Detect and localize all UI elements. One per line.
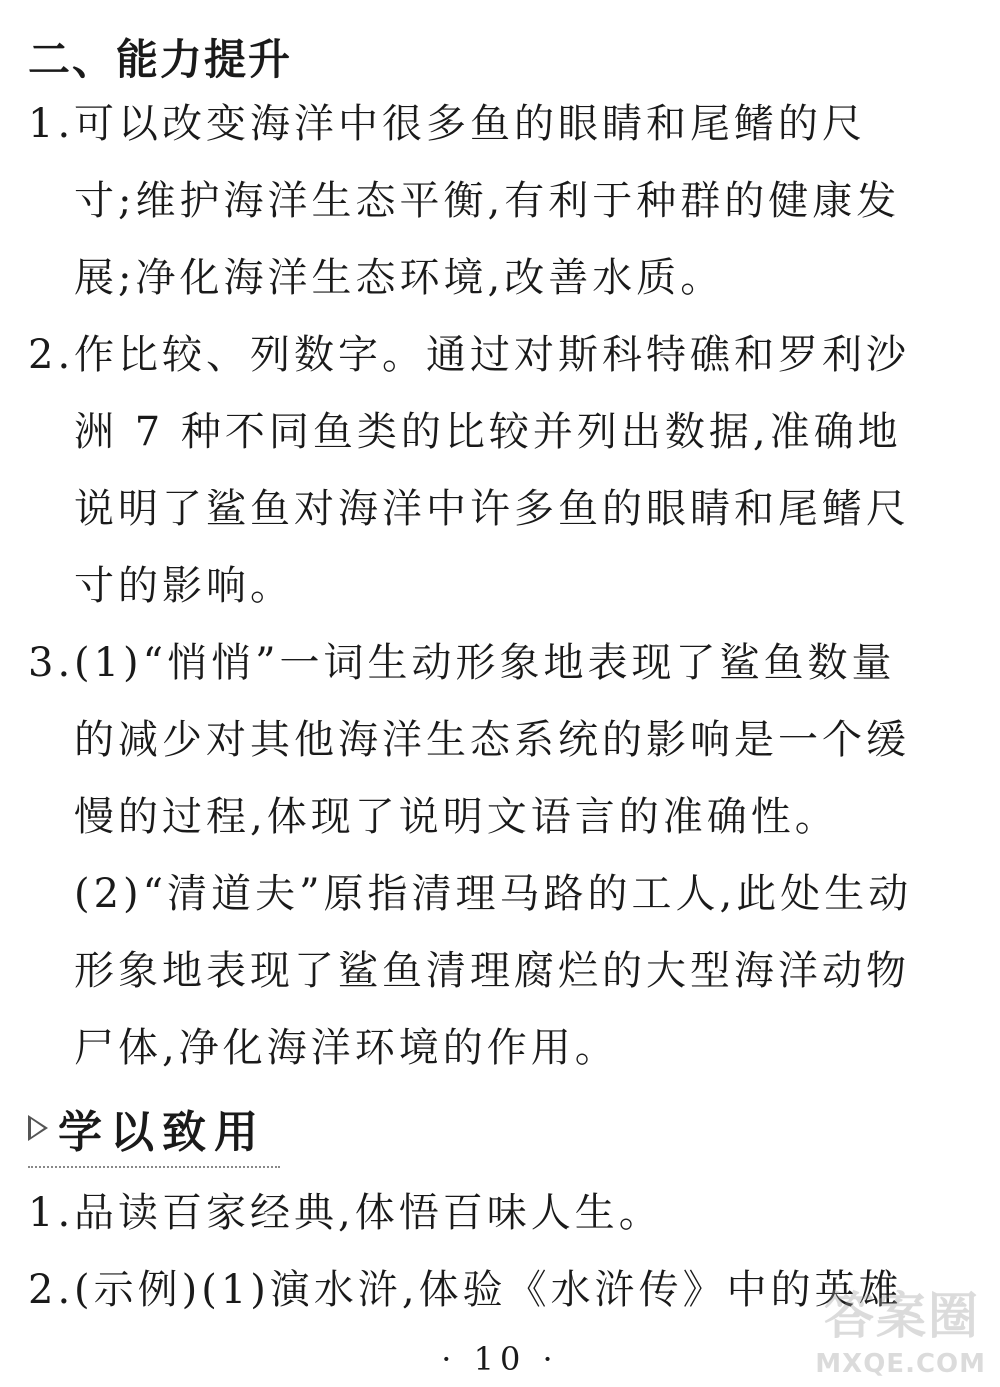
section-title: 二、能力提升 [28, 35, 293, 84]
ability-item-1 [28, 86, 978, 317]
ability-item-3 [28, 625, 978, 1087]
item-number: 1. [28, 101, 75, 147]
item-number: 2. [28, 1267, 75, 1313]
item-number: 1. [28, 1190, 75, 1236]
triangle-right-icon [28, 1115, 48, 1141]
apply-heading-label: 学以致用 [58, 1107, 266, 1158]
item-line: 寸;维护海洋生态平衡,有利于种群的健康发 [74, 178, 901, 224]
item-number: 3. [28, 640, 75, 686]
item-line: 寸的影响。 [74, 563, 294, 609]
item-line: 2.作比较、列数字。通过对斯科特礁和罗利沙 [28, 317, 978, 394]
apply-item-1: 1.品读百家经典,体悟百味人生。 [28, 1175, 978, 1252]
item-line: 1.可以改变海洋中很多鱼的眼睛和尾鳍的尺 [28, 86, 978, 163]
item-line: (2)“清道夫”原指清理马路的工人,此处生动 [74, 871, 913, 917]
item-line: 尸体,净化海洋环境的作用。 [74, 1025, 619, 1071]
watermark [790, 1276, 990, 1381]
item-line: 展;净化海洋生态环境,改善水质。 [74, 255, 725, 301]
apply-item-2: 2.(示例)(1)演水浒,体验《水浒传》中的英雄 [28, 1252, 978, 1329]
item-line: 形象地表现了鲨鱼清理腐烂的大型海洋动物 [74, 948, 910, 994]
apply-heading [28, 1096, 280, 1168]
item-line: 慢的过程,体现了说明文语言的准确性。 [74, 794, 839, 840]
watermark-logo-text: 答案圈 [824, 1287, 980, 1345]
ability-item-2 [28, 317, 978, 625]
item-line: 3.(1)“悄悄”一词生动形象地表现了鲨鱼数量 [28, 625, 978, 702]
item-line: 的减少对其他海洋生态系统的影响是一个缓 [74, 717, 910, 763]
watermark-url: MXQE.COM [815, 1349, 986, 1379]
page-number: · 10 · [441, 1340, 559, 1378]
item-number: 2. [28, 332, 75, 378]
item-line: 洲 7 种不同鱼类的比较并列出数据,准确地 [74, 409, 902, 455]
item-line: 说明了鲨鱼对海洋中许多鱼的眼睛和尾鳍尺 [74, 486, 910, 532]
